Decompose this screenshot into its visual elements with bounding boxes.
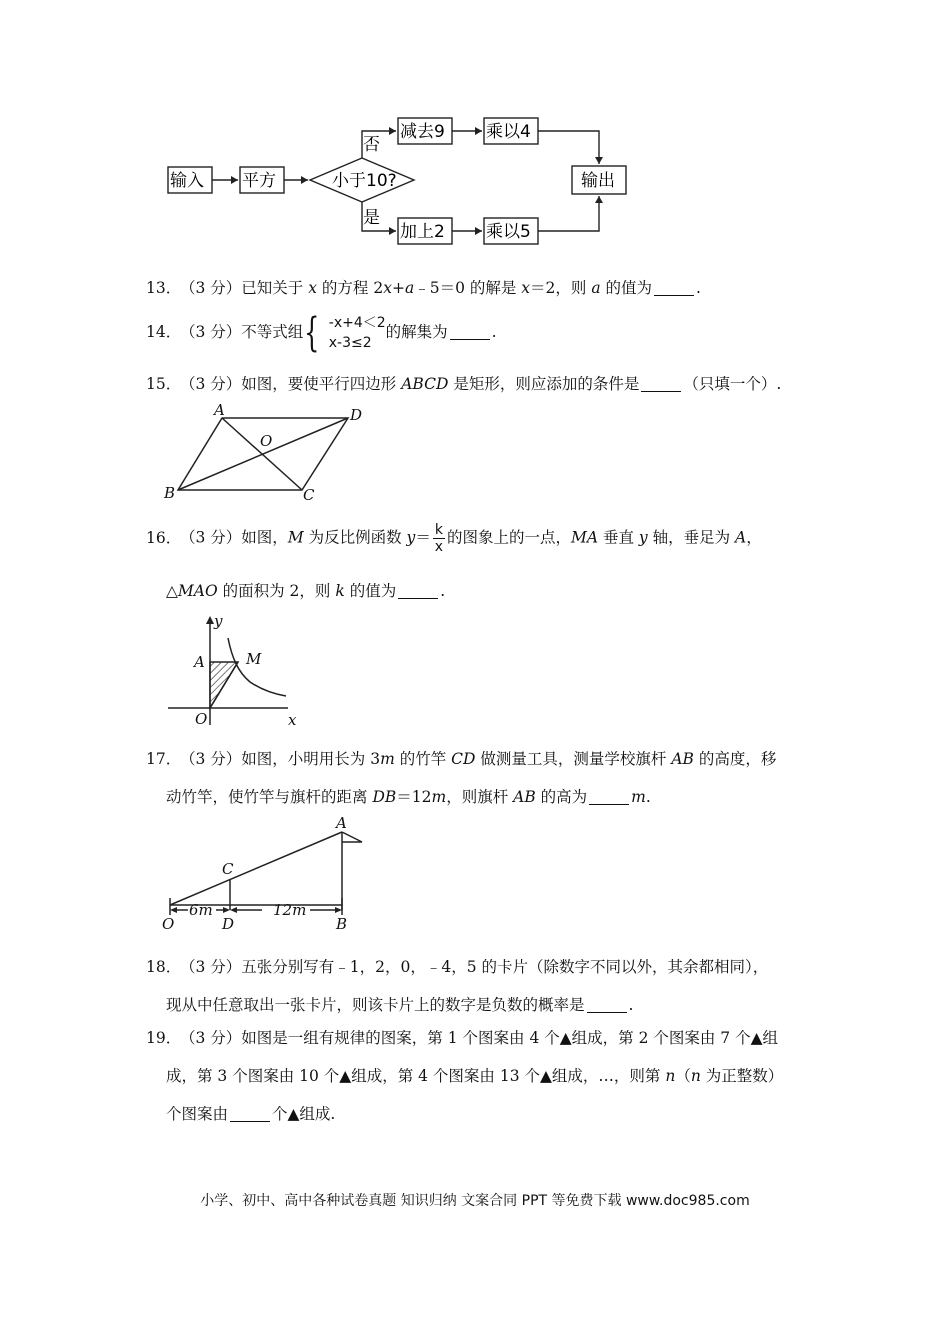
inequality-line-1: -x+4＜2	[328, 315, 386, 331]
q13-text: 的值为	[600, 279, 653, 297]
answer-blank[interactable]	[654, 279, 694, 296]
q13-var: x	[521, 279, 531, 297]
q15-score: （3 分）	[180, 375, 242, 393]
q18-text: 五张分别写有﹣1，2，0，﹣4，5 的卡片（除数字不同以外，其余都相同），	[241, 958, 769, 976]
q13-text: .	[696, 279, 701, 297]
fraction-denominator: x	[434, 539, 444, 555]
q16-text: .	[440, 582, 446, 600]
point-label-c: C	[303, 486, 315, 504]
flow-minus9-label: 减去9	[400, 122, 445, 142]
q13-var: x	[308, 279, 317, 297]
q16-score: （3 分）	[180, 528, 242, 547]
answer-blank[interactable]	[230, 1105, 270, 1122]
q16-var: M	[287, 528, 304, 547]
q13-text: +	[391, 279, 405, 297]
q19-number: 19．	[146, 1029, 182, 1047]
q16-var: k	[335, 582, 345, 600]
q13-text: 已知关于	[241, 279, 309, 297]
q13-var: x	[383, 279, 392, 297]
point-label-o: O	[162, 915, 175, 933]
flow-decision-label: 小于10?	[332, 171, 397, 191]
question-18-line-2	[166, 994, 633, 1016]
q19-score: （3 分）	[180, 1029, 242, 1047]
q16-var: MA	[570, 528, 599, 547]
q16-text: △	[166, 582, 178, 600]
fraction-numerator: k	[434, 522, 443, 538]
point-label-d: D	[222, 915, 235, 933]
q17-var: m	[431, 788, 447, 806]
q17-text: 的竹竿	[394, 750, 452, 768]
q16-text: 如图，	[241, 528, 288, 547]
point-label-b: B	[164, 484, 176, 502]
axis-label-y: y	[214, 612, 223, 630]
point-label-c: C	[222, 860, 234, 878]
question-17-line-2	[166, 786, 651, 808]
point-label-o: O	[260, 432, 273, 450]
question-18	[146, 956, 768, 978]
q16-text: 轴，垂足为	[647, 528, 736, 547]
q14-text: 不等式组	[241, 323, 304, 341]
answer-blank[interactable]	[641, 375, 681, 392]
question-16-line-2	[166, 580, 445, 602]
q13-var: a	[591, 279, 601, 297]
q17-var: AB	[513, 788, 536, 806]
q16-var: y	[638, 528, 648, 547]
q18-number: 18．	[146, 958, 182, 976]
question-19	[146, 1027, 778, 1049]
q13-number: 13．	[146, 279, 182, 297]
flow-no-label: 否	[363, 135, 380, 155]
q17-text: .	[645, 788, 651, 806]
page-footer: 小学、初中、高中各种试卷真题 知识归纳 文案合同 PPT 等免费下载 www.doc985.com	[200, 1193, 750, 1209]
q19-var: n	[665, 1067, 676, 1085]
question-13	[146, 277, 701, 299]
q17-var: DB	[372, 788, 397, 806]
flow-input-label: 输入	[170, 171, 204, 191]
q15-text: 如图，要使平行四边形	[241, 375, 402, 393]
inequality-system	[325, 313, 386, 353]
sight-line	[170, 832, 342, 905]
q19-text: 个▲组成.	[272, 1105, 336, 1123]
q16-var: A	[735, 528, 747, 547]
flagpole-figure	[158, 812, 378, 937]
question-16	[146, 522, 762, 555]
q17-text: 做测量工具，测量学校旗杆	[475, 750, 672, 768]
flow-yes-label: 是	[363, 208, 380, 228]
length-label-12m: 12m	[273, 901, 307, 919]
question-19-line-3	[166, 1103, 335, 1125]
q13-text: ＝2，则	[530, 279, 592, 297]
q17-text: 如图，小明用长为 3	[241, 750, 381, 768]
question-15	[146, 373, 781, 395]
left-brace: {	[304, 310, 320, 356]
q14-number: 14．	[146, 323, 182, 341]
q15-text: （只填一个）.	[683, 375, 782, 393]
q19-text: （	[675, 1067, 691, 1085]
point-label-a: A	[336, 814, 347, 832]
q17-text: ＝12	[396, 788, 432, 806]
q16-var: MAO	[177, 582, 218, 600]
flow-output-label: 输出	[581, 171, 615, 191]
q15-text: 是矩形，则应添加的条件是	[448, 375, 640, 393]
q17-var: m	[380, 750, 395, 768]
flow-times5-label: 乘以5	[486, 222, 531, 242]
inequality-line-2: x-3≤2	[328, 335, 372, 351]
q17-text: 的高为	[535, 788, 588, 806]
flowchart-diagram	[160, 110, 630, 250]
q13-text: 的方程 2	[316, 279, 384, 297]
q17-var: AB	[671, 750, 694, 768]
q16-number: 16．	[146, 528, 182, 547]
q16-text: ＝	[415, 528, 431, 547]
point-label-a: A	[194, 653, 205, 671]
q15-var: ABCD	[401, 375, 449, 393]
point-label-a: A	[214, 401, 225, 419]
q16-text: 垂直	[598, 528, 639, 547]
question-17	[146, 748, 776, 770]
q17-text: 动竹竿，使竹竿与旗杆的距离	[166, 788, 373, 806]
answer-blank[interactable]	[587, 996, 627, 1013]
q14-text: 的解集为	[385, 323, 448, 341]
point-label-o: O	[195, 710, 208, 728]
q18-score: （3 分）	[180, 958, 242, 976]
q13-score: （3 分）	[180, 279, 242, 297]
point-label-m: M	[246, 650, 262, 668]
flow-square-label: 平方	[242, 171, 276, 191]
answer-blank[interactable]	[589, 788, 629, 805]
q16-text: 的值为	[344, 582, 397, 600]
q16-text: 为反比例函数	[303, 528, 407, 547]
q15-number: 15．	[146, 375, 182, 393]
question-19-line-2	[166, 1065, 783, 1087]
q13-var: a	[404, 279, 415, 297]
answer-blank[interactable]	[398, 582, 438, 599]
diagonal-bd	[178, 418, 348, 490]
q19-var: n	[690, 1067, 701, 1085]
length-label-6m: 6m	[189, 901, 213, 919]
q16-text: ，	[746, 528, 762, 547]
question-14	[146, 310, 497, 356]
q17-score: （3 分）	[180, 750, 242, 768]
flow-times4-label: 乘以4	[486, 122, 531, 142]
q14-score: （3 分）	[180, 323, 242, 341]
q18-text: .	[628, 996, 634, 1014]
q19-text: 个图案由	[166, 1105, 229, 1123]
flag	[342, 832, 362, 842]
parallelogram-figure	[160, 400, 380, 505]
q16-text: 的图象上的一点，	[446, 528, 571, 547]
q13-text: ﹣5＝0 的解是	[414, 279, 522, 297]
point-label-d: D	[350, 406, 363, 424]
q19-text: 如图是一组有规律的图案，第 1 个图案由 4 个▲组成，第 2 个图案由 7 个▲组	[241, 1029, 779, 1047]
fraction-k-over-x	[433, 522, 445, 555]
axis-label-x: x	[288, 711, 297, 729]
q17-text: ，则旗杆	[446, 788, 514, 806]
q16-var: y	[406, 528, 416, 547]
point-label-b: B	[336, 915, 348, 933]
q19-text: 成，第 3 个图案由 10 个▲组成，第 4 个图案由 13 个▲组成，…，则第	[166, 1067, 666, 1085]
flow-plus2-label: 加上2	[400, 222, 445, 242]
answer-blank[interactable]	[450, 323, 490, 340]
q18-text: 现从中任意取出一张卡片，则该卡片上的数字是负数的概率是	[166, 996, 585, 1014]
q17-var: CD	[451, 750, 476, 768]
q17-number: 17．	[146, 750, 182, 768]
q17-text: 的高度，移	[693, 750, 777, 768]
q16-text: 的面积为 2，则	[217, 582, 336, 600]
q14-text: .	[491, 323, 497, 341]
q19-text: 为正整数）	[700, 1067, 784, 1085]
q17-var: m	[631, 788, 646, 806]
inverse-function-figure	[160, 610, 320, 735]
